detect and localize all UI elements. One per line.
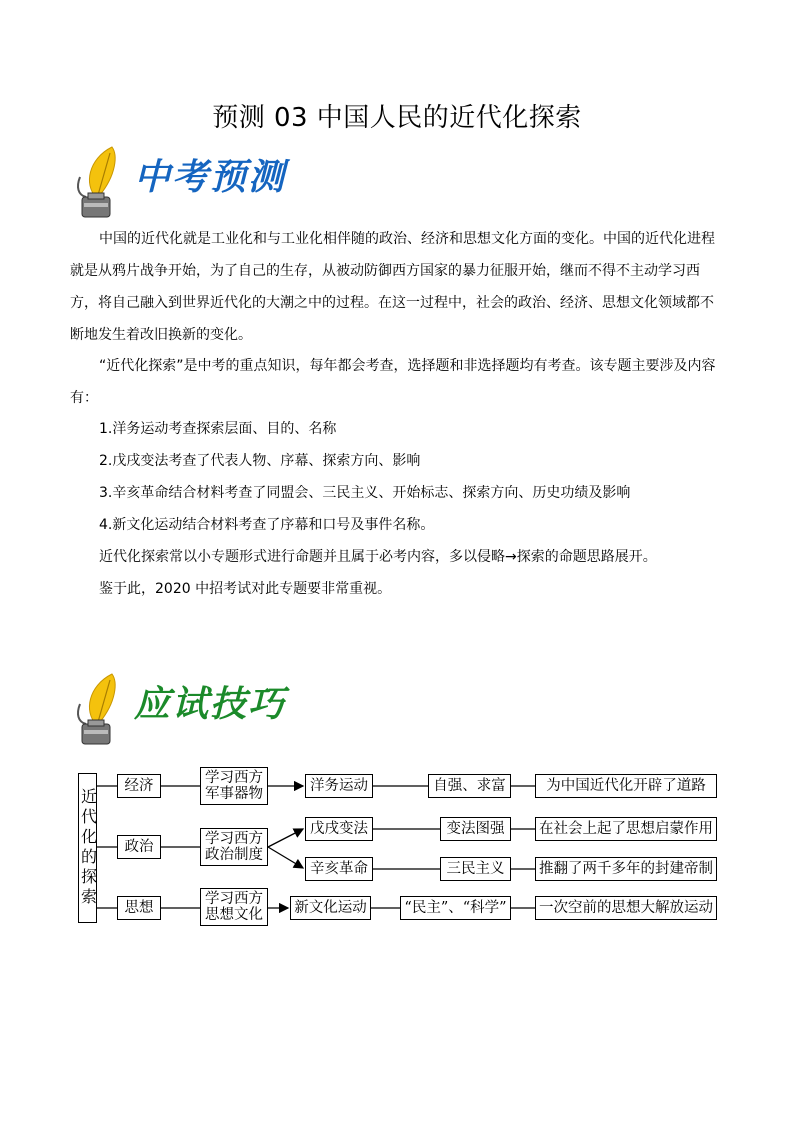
learn-box-military: 学习西方军事器物 xyxy=(200,767,268,805)
area-box-thought: 思想 xyxy=(117,896,161,920)
learn-box-thought: 学习西方思想文化 xyxy=(200,888,268,926)
event-box-yangwu: 洋务运动 xyxy=(305,774,373,798)
result-box: 为中国近代化开辟了道路 xyxy=(535,774,717,798)
goal-box-reform: 变法图强 xyxy=(440,817,511,841)
event-box-wuxu: 戊戌变法 xyxy=(305,817,373,841)
connector-arrow xyxy=(268,847,303,868)
goal-box-democracy-science: “民主”、“科学” xyxy=(400,896,511,920)
list-item: 4.新文化运动结合材料考查了序幕和口号及事件名称。 xyxy=(99,517,435,533)
result-box: 推翻了两千多年的封建帝制 xyxy=(535,857,717,881)
result-box: 一次空前的思想大解放运动 xyxy=(535,896,717,920)
page-title: 预测 03 中国人民的近代化探索 xyxy=(212,103,582,133)
list-item: 1.洋务运动考查探索层面、目的、名称 xyxy=(99,421,337,437)
result-box: 在社会上起了思想启蒙作用 xyxy=(535,817,717,841)
focus-paragraph: “近代化探索”是中考的重点知识，每年都会考查，选择题和非选择题均有考查。该专题主要涉及内容有： xyxy=(70,358,716,406)
intro-paragraph: 中国的近代化就是工业化和与工业化相伴随的政治、经济和思想文化方面的变化。中国的近代化进程就是从鸦片战争开始，为了自己的生存，从被动防御西方国家的暴力征服开始，继而不得不主动学习西方，将自己融入到世界近代化的大潮之中的过程。在这一过程中，社会的政治、经济、思想文化领域都不断地发生着改旧换新的变化。 xyxy=(70,231,715,343)
event-box-xinhai: 辛亥革命 xyxy=(305,857,373,881)
area-box-economy: 经济 xyxy=(117,774,161,798)
list-item: 鉴于此，2020 中招考试对此专题要非常重视。 xyxy=(99,581,392,597)
list-item: 3.辛亥革命结合材料考查了同盟会、三民主义、开始标志、探索方向、历史功绩及影响 xyxy=(99,485,631,501)
event-box-new-culture: 新文化运动 xyxy=(290,896,371,920)
list-item: 近代化探索常以小专题形式进行命题并且属于必考内容，多以侵略→探索的命题思路展开。 xyxy=(99,549,657,565)
goal-box-self-strengthening: 自强、求富 xyxy=(428,774,511,798)
banner-tips-label: 应试技巧 xyxy=(134,684,287,725)
connector-arrow xyxy=(268,829,303,847)
banner-forecast-label: 中考预测 xyxy=(134,157,287,198)
list-item: 2.戊戌变法考查了代表人物、序幕、探索方向、影响 xyxy=(99,453,421,469)
area-box-politics: 政治 xyxy=(117,835,161,859)
learn-box-political: 学习西方政治制度 xyxy=(200,828,268,866)
goal-box-three-principles: 三民主义 xyxy=(440,857,511,881)
root-box: 近代化的探索 xyxy=(78,773,97,923)
